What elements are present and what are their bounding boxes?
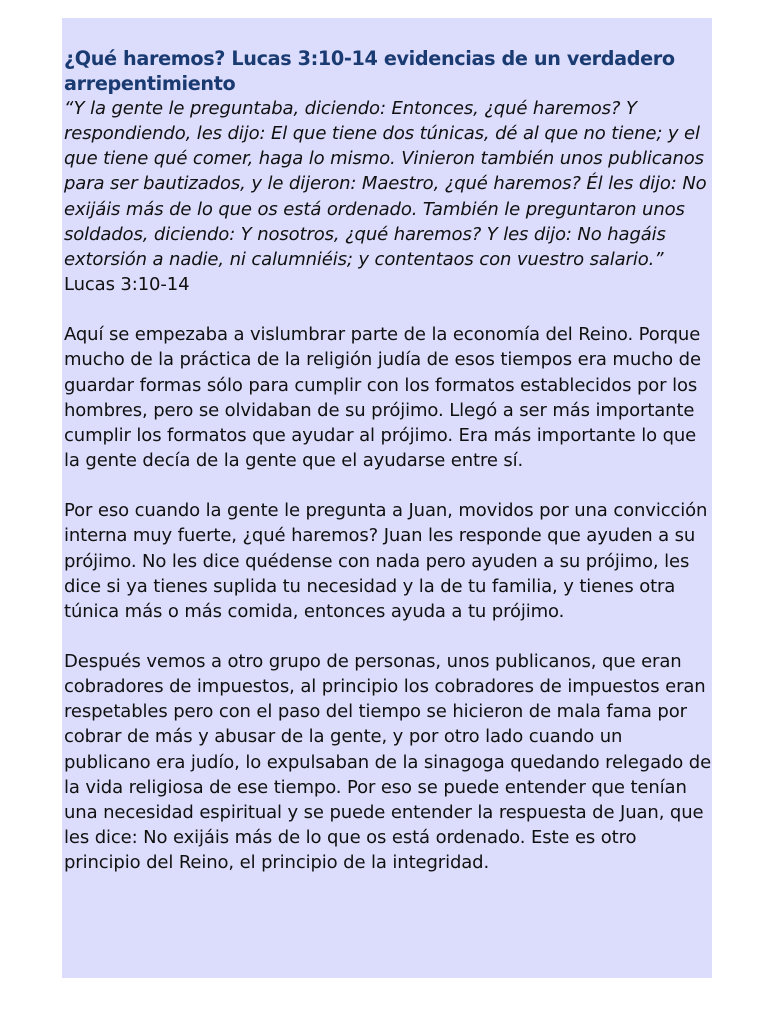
quote-reference: Lucas 3:10-14 (64, 274, 190, 296)
body-paragraph-3: Después vemos a otro grupo de personas, unos publicanos, que eran cobradores de impuestos, al principio los cobradores de impuestos eran respetables pero con el paso del tiempo se hicieron de mala fama por cobrar de más y abusar de la gente, y por otro lado cuando un publicano era judío, lo expulsaban de la sinagoga quedando relegado de la vida religiosa de ese tiempo. Por eso se puede entender que tenían una necesidad espiritual y se puede entender la respuesta de Juan, que les dice: No exijáis más de lo que os está ordenado. Este es otro principio del Reino, el principio de la integridad. (64, 650, 712, 874)
document-panel (62, 18, 712, 978)
paragraph-spacer (64, 473, 712, 498)
paragraph-spacer (64, 624, 712, 649)
body-paragraph-1: Aquí se empezaba a vislumbrar parte de la economía del Reino. Porque mucho de la práctica de la religión judía de esos tiempos era mucho de guardar formas sólo para cumplir con los formatos establecidos por los hombres, pero se olvidaban de su prójimo. Llegó a ser más importante cumplir los formatos que ayudar al prójimo. Era más importante lo que la gente decía de la gente que el ayudarse entre sí. (64, 324, 701, 472)
paragraph-spacer (64, 297, 712, 322)
body-paragraph-2: Por eso cuando la gente le pregunta a Juan, movidos por una convicción interna muy fuerte, ¿qué haremos? Juan les responde que ayuden a su prójimo. No les dice quédense con nada pero ayuden a su prójimo, les dice si ya tienes suplida tu necesidad y la de tu familia, y tienes otra túnica más o más comida, entonces ayuda a tu prójimo. (64, 500, 708, 622)
scripture-quote (64, 96, 712, 297)
document-title: ¿Qué haremos? Lucas 3:10-14 evidencias de un verdadero arrepentimiento (64, 47, 675, 95)
quote-text: “Y la gente le preguntaba, diciendo: Entonces, ¿qué haremos? Y respondiendo, les dijo: El que tiene dos túnicas, dé al que no tiene; y el que tiene qué comer, haga lo mismo. Vinieron también unos publicanos para ser bautizados, y le dijeron: Maestro, ¿qué haremos? Él les dijo: No exijáis más de lo que os está ordenado. También le preguntaron unos soldados, diciendo: Y nosotros, ¿qué haremos? Y les dijo: No hagáis extorsión a nadie, ni calumniéis; y contentaos con vuestro salario.” (64, 98, 707, 270)
